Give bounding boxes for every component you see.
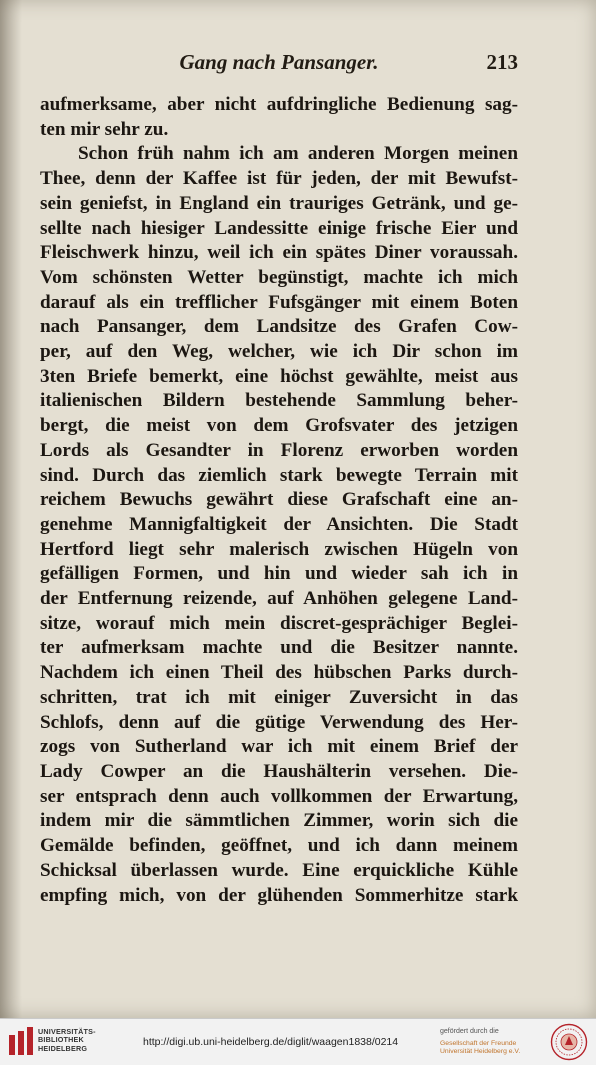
text-line: per, auf den Weg, welcher, wie ich Dir schon im xyxy=(40,341,518,363)
text-line: 3ten Briefe bemerkt, eine höchst gewählte, meist aus xyxy=(40,365,518,387)
text-line: Thee, denn der Kaffee ist für jeden, der mit Bewufst- xyxy=(40,168,518,190)
text-line: empfing mich, von der glühenden Sommerhitze stark xyxy=(40,884,518,906)
text-line: italienischen Bildern bestehende Sammlung beher- xyxy=(40,390,518,412)
library-name-line: BIBLIOTHEK xyxy=(38,1035,84,1045)
text-line: bergt, die meist von dem Grofsvater des jetzigen xyxy=(40,415,518,437)
text-line: ter aufmerksam machte und die Besitzer nannte. xyxy=(40,637,518,659)
text-line: indem mir die sämmtlichen Zimmer, worin sich die xyxy=(40,810,518,832)
text-line: Lady Cowper an die Haushälterin versehen. Die- xyxy=(40,760,518,782)
text-line: schritten, trat ich mit einiger Zuversicht in das xyxy=(40,686,518,708)
text-line: Fleischwerk hinzu, weil ich ein spätes Diner voraussah. xyxy=(40,242,518,264)
library-name-line: HEIDELBERG xyxy=(38,1043,88,1053)
page-header xyxy=(40,50,518,76)
page-number: 213 xyxy=(486,50,518,74)
sponsor-name-line: Gesellschaft der Freunde xyxy=(440,1040,517,1047)
running-title: Gang nach Pansanger. xyxy=(179,50,379,74)
text-line: zogs von Sutherland war ich mit einem Brief der xyxy=(40,736,518,758)
library-name xyxy=(38,1028,96,1053)
text-line: nach Pansanger, dem Landsitze des Grafen Cow- xyxy=(40,316,518,338)
university-seal-icon xyxy=(550,1023,588,1061)
text-line: aufmerksame, aber nicht aufdringliche Bedienung sag- xyxy=(40,94,518,115)
viewer-footer xyxy=(0,1018,596,1065)
text-line: Gemälde befinden, geöffnet, und ich dann meinem xyxy=(40,835,518,857)
text-line: Hertford liegt sehr malerisch zwischen Hügeln von xyxy=(40,538,518,560)
text-line: der Entfernung reizende, auf Anhöhen gelegene Land- xyxy=(40,588,518,610)
text-line: sind. Durch das ziemlich stark bewegte Terrain mit xyxy=(40,464,518,486)
text-line: ser entsprach denn auch vollkommen der Erwartung, xyxy=(40,785,518,807)
text-line: sitze, worauf mich mein discret-gesprächiger Beglei- xyxy=(40,612,518,634)
sponsor-label: gefördert durch die xyxy=(440,1028,499,1035)
text-line: Schlofs, denn auf die gütige Verwendung des Her- xyxy=(40,711,518,733)
text-line: Nachdem ich einen Theil des hübschen Parks durch- xyxy=(40,662,518,684)
text-line: genehme Mannigfaltigkeit der Ansichten. Die Stadt xyxy=(40,513,518,535)
text-line: ten mir sehr zu. xyxy=(40,118,169,140)
body-text xyxy=(40,93,518,908)
sponsor-name[interactable] xyxy=(440,1040,520,1056)
text-line: Schon früh nahm ich am anderen Morgen meinen xyxy=(78,143,518,165)
text-line: gefälligen Formen, und hin und wieder sah ich in xyxy=(40,563,518,585)
text-line: reichem Bewuchs gewährt diese Grafschaft eine an- xyxy=(40,489,518,511)
permalink-url[interactable]: http://digi.ub.uni-heidelberg.de/diglit/waagen1838/0214 xyxy=(143,1036,399,1048)
text-line: Vom schönsten Wetter begünstigt, machte ich mich xyxy=(40,266,518,288)
university-library-logo-icon[interactable] xyxy=(8,1027,34,1057)
text-line: Lords als Gesandter in Florenz erworben worden xyxy=(40,439,518,461)
text-line: Schicksal überlassen wurde. Eine erquickliche Kühle xyxy=(40,859,518,881)
sponsor-name-line: Universität Heidelberg e.V. xyxy=(440,1048,521,1055)
text-line: sein geniefst, in England ein trauriges Getränk, und ge- xyxy=(40,192,518,214)
text-line: darauf als ein trefflicher Fufsgänger mit einem Boten xyxy=(40,291,518,313)
library-name-line: UNIVERSITÄTS- xyxy=(38,1027,96,1036)
text-line: sellte nach hiesiger Landessitte einige frische Eier und xyxy=(40,217,518,239)
